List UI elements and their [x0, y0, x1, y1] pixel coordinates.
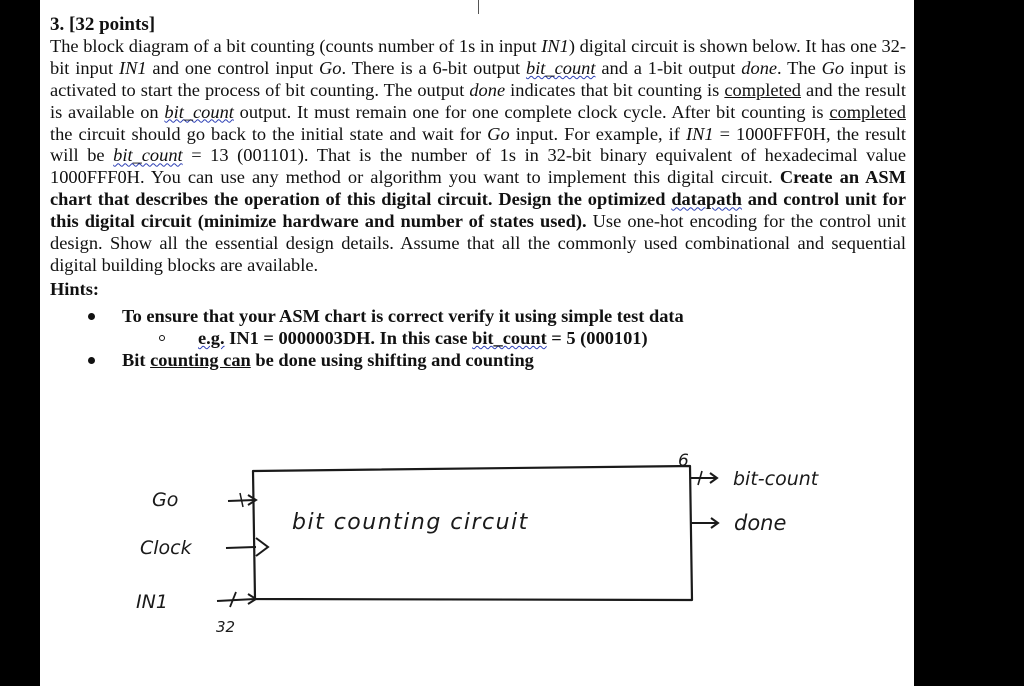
block-diagram: [50, 398, 905, 686]
block-label: bit counting circuit: [292, 510, 529, 535]
hint-list: [50, 305, 906, 371]
output-done-label: done: [734, 511, 787, 535]
question-paragraph: The block diagram of a bit counting (counts number of 1s in input IN1) digital circuit is shown below. It has one 32-bit input IN1 and one control input Go. There is a 6-bit output bit_count and a 1-bit output done. The Go input is activated to start the process of bit counting. The output done indicates that bit counting is completed and the result is available on bit_count output. It must remain one for one complete clock cycle. After bit counting is completed the circuit should go back to the initial state and wait for Go input. For example, if IN1 = 1000FFF0H, the result will be bit_count = 13 (001101). That is the number of 1s in 32-bit binary equivalent of hexadecimal value 1000FFF0H. You can use any method or algorithm you want to implement this digital circuit. Create an ASM chart that describes the operation of this digital circuit. Design the optimized datapath and control unit for this digital circuit (minimize hardware and number of states used). Use one-hot encoding for the control unit design. Show all the essential design details. Assume that all the commonly used combinational and sequential digital building blocks are available.: [50, 35, 907, 275]
block-diagram-drawing: [50, 398, 905, 686]
question-text: [50, 14, 906, 371]
output-bitcount-label: bit-count: [733, 468, 819, 490]
in1-wire: [217, 599, 255, 601]
input-go-label: Go: [152, 489, 179, 511]
output-bus-width: 6: [678, 451, 689, 471]
text-cursor: [478, 0, 479, 14]
hint-item: Bit counting can be done using shifting and counting: [50, 349, 906, 371]
clock-triangle-icon: [256, 538, 268, 556]
circle-bullet-icon: [159, 335, 165, 341]
bullet-icon: [88, 357, 95, 364]
hint-item: To ensure that your ASM chart is correct verify it using simple test data: [50, 305, 906, 327]
hint-subitem: e.g. IN1 = 0000003DH. In this case bit_count = 5 (000101): [50, 327, 906, 349]
question-heading: 3. [32 points]: [50, 14, 156, 35]
clock-wire: [226, 547, 256, 548]
input-clock-label: Clock: [140, 537, 192, 559]
bullet-icon: [88, 313, 95, 320]
in1-bus-width: 32: [216, 618, 236, 636]
input-in1-label: IN1: [136, 591, 168, 613]
hints-label: Hints:: [50, 278, 100, 299]
